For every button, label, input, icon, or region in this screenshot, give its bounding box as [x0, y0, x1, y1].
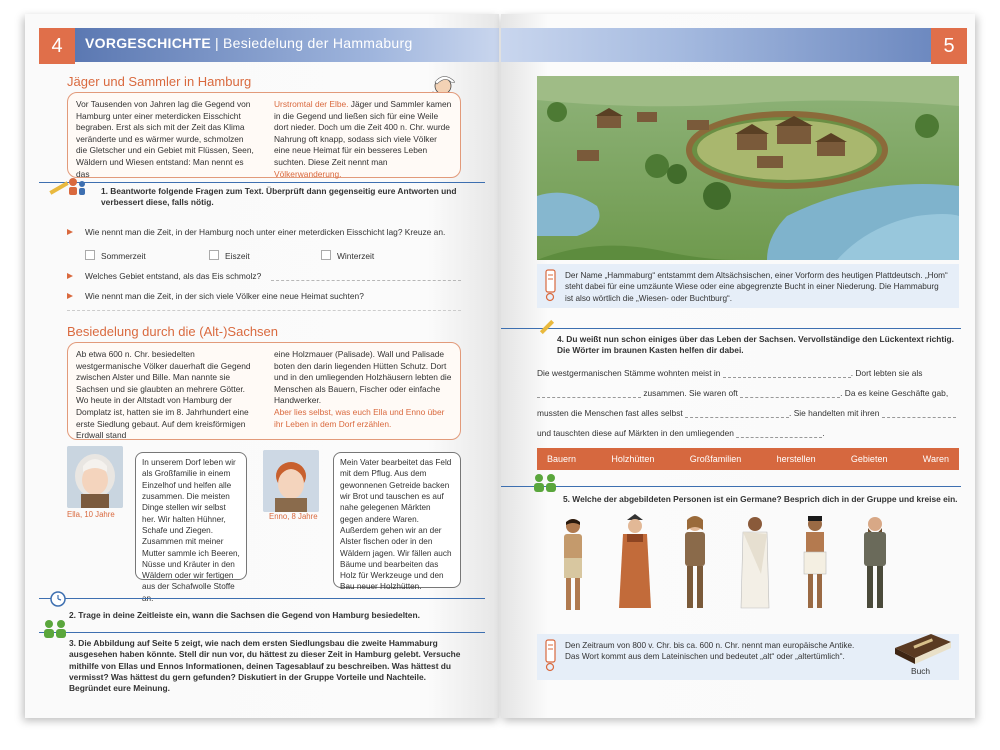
enno-avatar [263, 450, 319, 512]
section2-title: Besiedelung durch die (Alt-)Sachsen [67, 324, 279, 339]
cloze-line-2 [537, 388, 948, 398]
scroll-info-icon [543, 268, 559, 302]
section1-title: Jäger und Sammler in Hamburg [67, 74, 252, 89]
intro-col2 [274, 99, 454, 180]
enno-speech-bubble: Mein Vater bearbeitet das Feld mit dem Pflug. Aus dem gewonnenen Getreide backen wir Brot und tauschen es auf nahe gelegenen Märkten gegen andere Waren. Außerdem gehen wir an der Alster fischen oder in den Wäldern jagen. Wir fällen auch Bäume und bearbeiten das Holz für Werkzeuge und den Bau neuer Holzhütten. [333, 452, 461, 588]
task4-instruction: 4. Du weißt nun schon einiges über das Leben der Sachsen. Vervollständige den Lückentext richtig. Die Wörter im braunen Kasten helfen dir dabei. [557, 334, 954, 356]
checkbox-eiszeit[interactable] [209, 250, 219, 260]
option-eiszeit: Eiszeit [225, 251, 250, 261]
left-page [25, 14, 499, 718]
cloze-text: und tauschten diese auf Märkten in den umliegenden [537, 428, 734, 438]
book-spread [25, 14, 975, 718]
cloze-text: . Dort lebten sie als [850, 368, 923, 378]
note2-text: Den Zeitraum von 800 v. Chr. bis ca. 600 n. Chr. nennt man europäische Antike. Das Wort kommt aus dem Lateinischen und bedeutet „alt“ oder „altertümlich“. [565, 641, 855, 662]
person-figure-4[interactable] [733, 514, 777, 618]
question2: Welches Gebiet entstand, als das Eis schmolz? [85, 271, 262, 281]
cloze-text: . Sie handelten mit ihren [789, 408, 880, 418]
bullet-icon [67, 273, 73, 279]
cloze-blank[interactable] [685, 409, 789, 418]
group-icon [41, 618, 71, 640]
cloze-text: zusammen. Sie waren oft [643, 388, 738, 398]
chapter-separator: | [215, 35, 219, 51]
divider-rule [39, 182, 485, 183]
word-gebieten: Gebieten [850, 454, 888, 464]
answer-line-q2[interactable] [271, 280, 461, 281]
person-figure-2[interactable] [613, 514, 657, 618]
saxons-textbox [67, 342, 461, 440]
right-page [501, 14, 975, 718]
enno-portrait [263, 450, 319, 512]
ella-caption: Ella, 10 Jahre [67, 510, 115, 519]
page-number-left: 4 [39, 28, 75, 64]
person-figure-5[interactable] [793, 514, 837, 618]
saxons-col2 [274, 349, 454, 430]
info-note-hammaburg [537, 264, 959, 308]
task1-instruction: 1. Beantworte folgende Fragen zum Text. Überprüft dann gegenseitig eure Antworten und verbessert diese, falls nötig. [101, 186, 457, 208]
word-holzhuetten: Holzhütten [611, 454, 655, 464]
cloze-line-4 [537, 428, 825, 438]
scroll-info-icon [543, 638, 559, 672]
word-bauern: Bauern [547, 454, 577, 464]
intro-textbox [67, 92, 461, 178]
checkbox-sommerzeit[interactable] [85, 250, 95, 260]
word-herstellen: herstellen [776, 454, 816, 464]
cloze-text: . [822, 428, 825, 438]
task5-instruction: 5. Welche der abgebildeten Personen ist ein Germane? Besprich dich in der Gruppe und kreise ein. [563, 494, 958, 504]
cloze-blank[interactable] [537, 389, 641, 398]
chapter-title [85, 35, 413, 51]
divider-rule [39, 598, 485, 599]
cloze-text: Die westgermanischen Stämme wohnten meist in [537, 368, 721, 378]
bullet-icon [67, 293, 73, 299]
person-figure-3[interactable] [673, 514, 717, 618]
chapter-header-bar-right [501, 28, 931, 62]
divider-rule [501, 486, 961, 487]
cloze-line-1 [537, 368, 922, 378]
cloze-blank[interactable] [723, 369, 851, 378]
task2-instruction: 2. Trage in deine Zeitleiste ein, wann die Sachsen die Gegend von Hamburg besiedelten. [69, 610, 420, 620]
person-figure-1[interactable] [551, 516, 595, 616]
chapter-name: VORGESCHICHTE [85, 35, 212, 51]
pencil-group-icon [47, 172, 87, 198]
divider-rule [501, 328, 961, 329]
cloze-text: . Da es keine Geschäfte gab, [840, 388, 949, 398]
timeline-icon [47, 590, 69, 608]
book-label: Buch [911, 666, 931, 676]
option-winterzeit: Winterzeit [337, 251, 375, 261]
saxons-col2-text: eine Holzmauer (Palisade). Wall und Palisade boten den darin liegenden Hütten Schutz. Dort und in den umliegenden Holzhäusern lebten die Menschen als Bauern, Fischer oder einfache Handwerker. [274, 349, 452, 406]
cloze-blank[interactable] [882, 409, 956, 418]
ella-avatar [67, 446, 123, 508]
ella-speech-bubble: In unserem Dorf leben wir als Großfamilie in einem Einzelhof und helfen alle zusammen. Die meisten Dinge stellen wir selbst her. Wir halten Hühner, Schafe und Ziegen. Zusammen mit meiner Mutter sammle ich Beeren, Nüsse und Kräuter in den Wäldern oder wir fertigen aus der Schafwolle Stoffe an. [135, 452, 247, 580]
cloze-line-3 [537, 408, 956, 418]
question1: Wie nennt man die Zeit, in der Hamburg noch unter einer meterdicken Eisschicht lag? Kreuze an. [85, 227, 446, 237]
cloze-text: mussten die Menschen fast alles selbst [537, 408, 683, 418]
intro-col1: Vor Tausenden von Jahren lag die Gegend von Hamburg unter einer meterdicken Eisschicht begraben. Erst als sich mit der Zeit das Klima veränderte und es wärmer wurde, schmolzen die Gletscher und ein Gebiet mit Flüssen, Seen, Wäldern und Wiesen entstand: Man nennt es das [76, 99, 254, 179]
question3: Wie nennt man die Zeit, in der sich viele Völker eine neue Heimat suchten? [85, 291, 364, 301]
page-number-right: 5 [931, 28, 967, 64]
bullet-icon [67, 229, 73, 235]
cloze-blank[interactable] [736, 428, 825, 438]
intro-col2-text: Jäger und Sammler kamen in die Gegend und ließen sich für eine Weile dort nieder. Doch um die Zeit 400 n. Chr. wurde Nahrung oft knapp, sodass sich viele Völker eine neue Heimat für ein besseres Leben suchten. Diese Zeit nennt man [274, 99, 452, 167]
divider-rule [39, 632, 485, 633]
hammaburg-illustration [537, 76, 959, 260]
person-figure-6[interactable] [853, 514, 897, 618]
book-icon [891, 628, 953, 668]
highlight-urstromtal: Urstromtal der Elbe. [274, 99, 349, 109]
word-bank [537, 448, 959, 470]
pencil-icon [537, 316, 557, 338]
highlight-voelkerwanderung: Völkerwanderung. [274, 168, 342, 179]
word-waren: Waren [922, 454, 949, 464]
group-icon [531, 472, 561, 494]
task3-instruction: 3. Die Abbildung auf Seite 5 zeigt, wie nach dem ersten Siedlungsbau die zweite Hammaburg ausgesehen haben könnte. Stell dir nun vor, du hättest zu dieser Zeit in Hamburg gelebt. Versuche mithilfe von Ellas und Ennos Informationen, deinen Tagesablauf zu beschreiben. Was hättest du vermisst? Was hättest du gern gefunden? Diskutiert in der Gruppe Vorteile und Nachteile. Begründet eure Meinung. [69, 638, 461, 694]
word-grossfamilien: Großfamilien [689, 454, 742, 464]
option-sommerzeit: Sommerzeit [101, 251, 146, 261]
ella-portrait [67, 446, 123, 508]
highlight-read-yourself: Aber lies selbst, was euch Ella und Enno über ihr Leben in dem Dorf erzählen. [274, 406, 445, 429]
saxons-col1: Ab etwa 600 n. Chr. besiedelten westgermanische Völker dauerhaft die Gegend zwischen Alster und Bille. Man nannte sie Sachsen und sie glaubten an mehrere Götter. Wo heute in der Altstadt von Hamburg der Domplatz ist, hatten sie im 8. Jahrhundert eine erste Siedlung gebaut. Auf dem kreisförmigen Erdwall stand [76, 349, 251, 441]
note1-text: Der Name „Hammaburg“ entstammt dem Altsächsischen, einer Vorform des heutigen Plattdeutsch. „Hom“ steht dabei für eine umzäunte Wiese oder eine abgegrenzte Bucht in einer Niederung. Die Hammaburg ist also wörtlich die „Wiesen- oder Buchtburg“. [565, 271, 948, 303]
cloze-blank[interactable] [740, 389, 840, 398]
enno-caption: Enno, 8 Jahre [269, 512, 318, 521]
section-divider [67, 310, 461, 311]
checkbox-winterzeit[interactable] [321, 250, 331, 260]
chapter-subtitle: Besiedelung der Hammaburg [222, 35, 413, 51]
